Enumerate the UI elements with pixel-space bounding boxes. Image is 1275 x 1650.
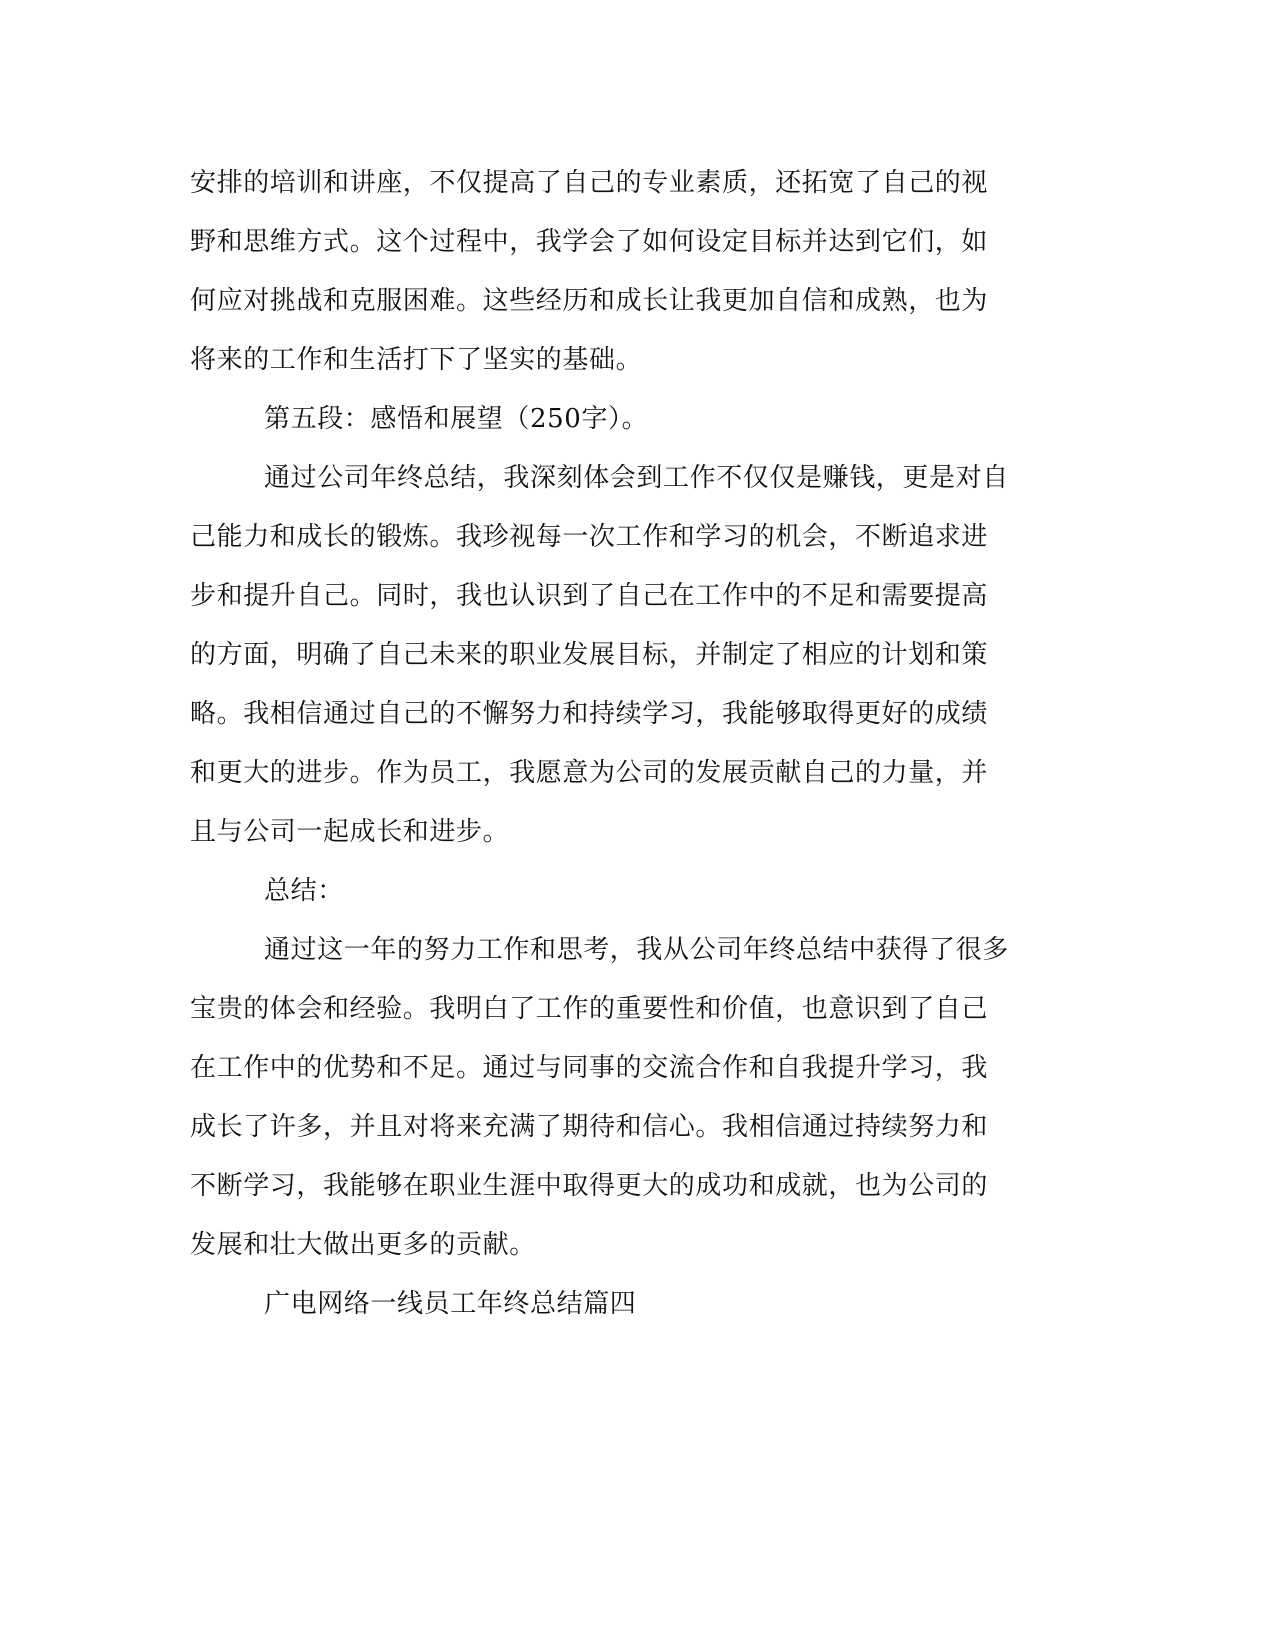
next-section-title: 广电网络一线员工年终总结篇四 bbox=[264, 1289, 637, 1319]
body-text-line: 的方面，明确了自己未来的职业发展目标，并制定了相应的计划和策 bbox=[190, 640, 989, 670]
section-heading: 第五段：感悟和展望（250字）。 bbox=[264, 404, 649, 434]
body-text-line: 将来的工作和生活打下了坚实的基础。 bbox=[190, 345, 643, 375]
body-text-line: 步和提升自己。同时，我也认识到了自己在工作中的不足和需要提高 bbox=[190, 581, 989, 611]
summary-heading: 总结： bbox=[264, 876, 344, 906]
body-text-line: 通过这一年的努力工作和思考，我从公司年终总结中获得了很多 bbox=[264, 935, 1009, 965]
body-text-line: 野和思维方式。这个过程中，我学会了如何设定目标并达到它们，如 bbox=[190, 227, 989, 257]
body-text-line: 和更大的进步。作为员工，我愿意为公司的发展贡献自己的力量，并 bbox=[190, 758, 989, 788]
body-text-line: 何应对挑战和克服困难。这些经历和成长让我更加自信和成熟，也为 bbox=[190, 286, 989, 316]
body-text-line: 己能力和成长的锻炼。我珍视每一次工作和学习的机会，不断追求进 bbox=[190, 522, 989, 552]
body-text-line: 不断学习，我能够在职业生涯中取得更大的成功和成就，也为公司的 bbox=[190, 1171, 989, 1201]
body-text-line: 略。我相信通过自己的不懈努力和持续学习，我能够取得更好的成绩 bbox=[190, 699, 989, 729]
body-text-line: 成长了许多，并且对将来充满了期待和信心。我相信通过持续努力和 bbox=[190, 1112, 989, 1142]
body-text-line: 且与公司一起成长和进步。 bbox=[190, 817, 510, 847]
body-text-line: 宝贵的体会和经验。我明白了工作的重要性和价值，也意识到了自己 bbox=[190, 994, 989, 1024]
body-text-line: 在工作中的优势和不足。通过与同事的交流合作和自我提升学习，我 bbox=[190, 1053, 989, 1083]
body-text-line: 通过公司年终总结，我深刻体会到工作不仅仅是赚钱，更是对自 bbox=[264, 463, 1009, 493]
body-text-line: 发展和壮大做出更多的贡献。 bbox=[190, 1230, 536, 1260]
body-text-line: 安排的培训和讲座，不仅提高了自己的专业素质，还拓宽了自己的视 bbox=[190, 168, 989, 198]
